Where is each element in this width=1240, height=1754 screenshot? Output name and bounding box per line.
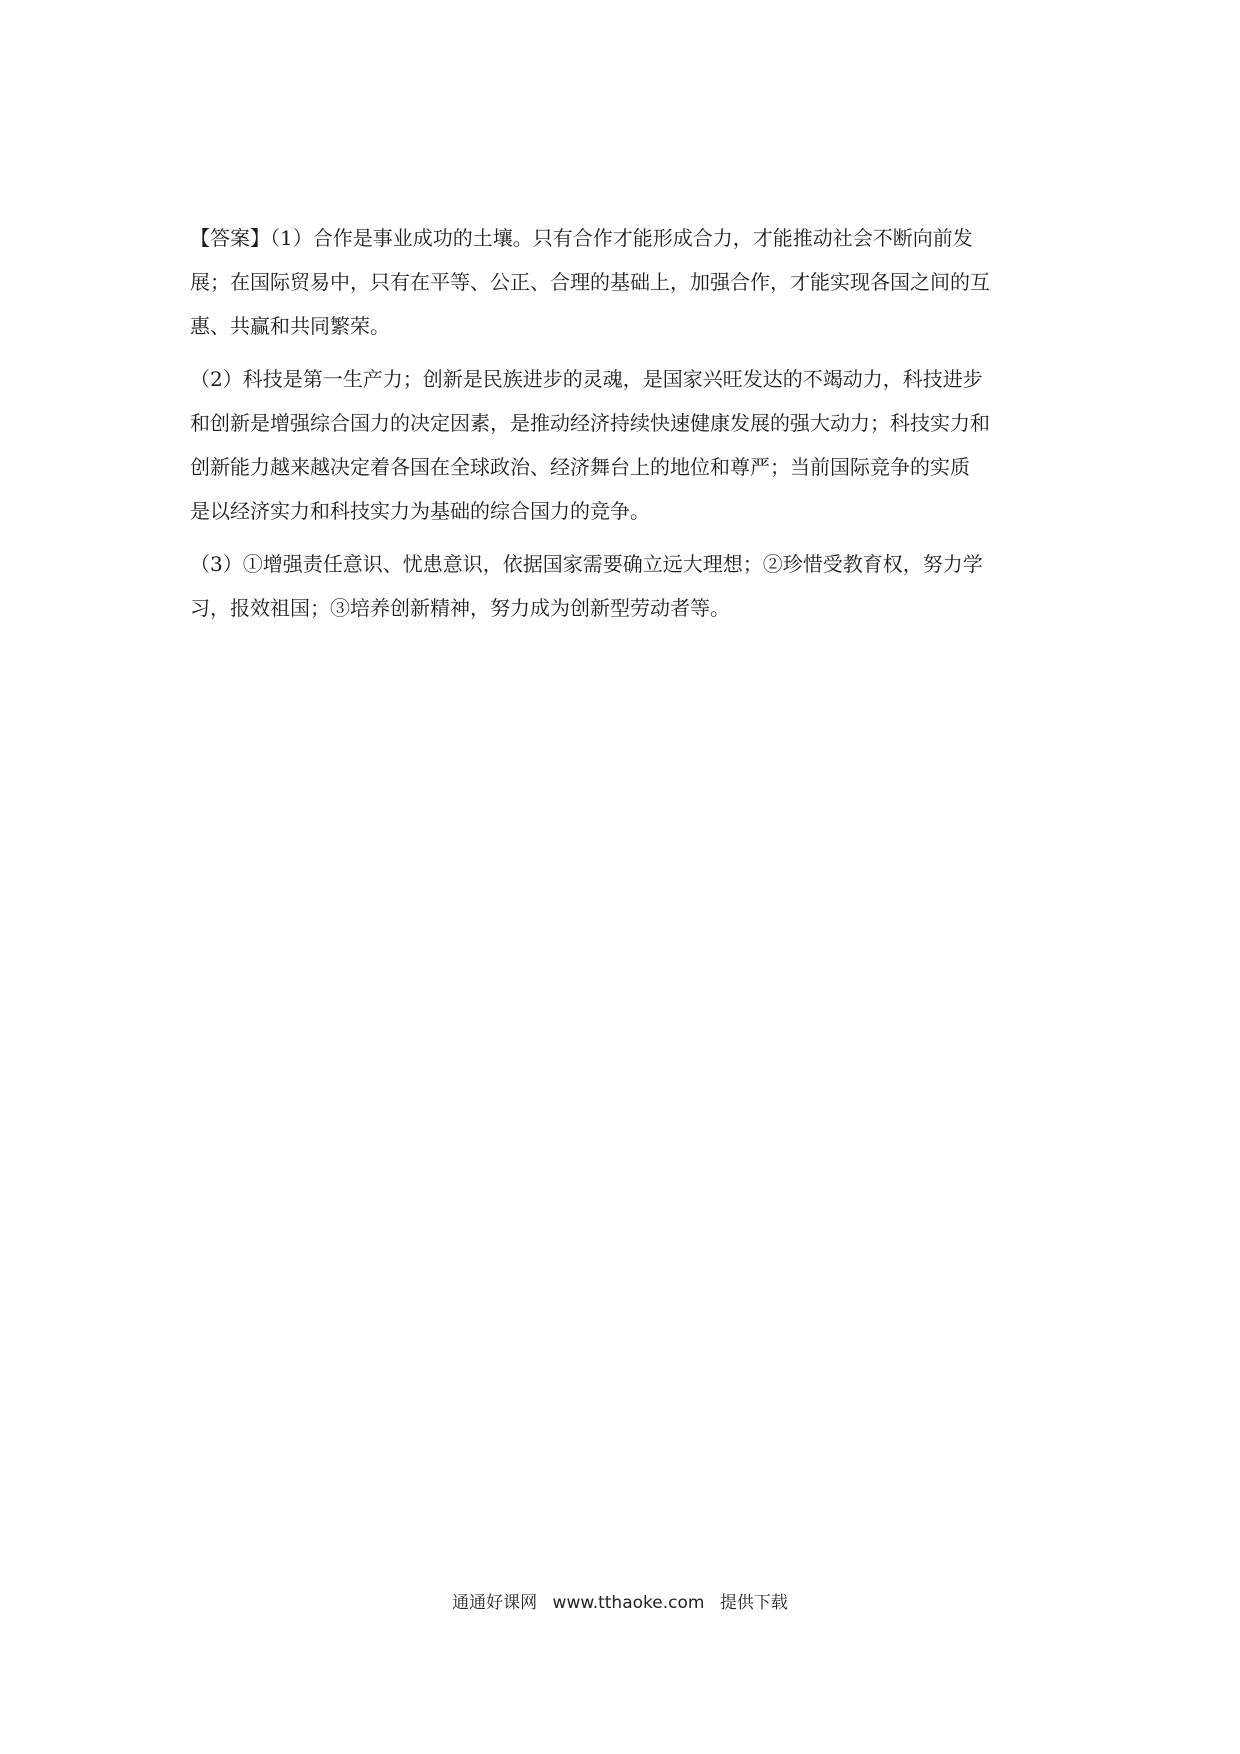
text-line: 创新能力越来越决定着各国在全球政治、经济舞台上的地位和尊严；当前国际竞争的实质 — [190, 455, 970, 479]
answer-paragraph-1 — [190, 216, 1070, 348]
footer-site-name: 通通好课网 — [452, 1593, 538, 1613]
text-line: （3）①增强责任意识、忧患意识，依据国家需要确立远大理想；②珍惜受教育权，努力学 — [190, 552, 983, 576]
answer-paragraph-3 — [190, 542, 1070, 630]
footer-url[interactable]: www.tthaoke.com — [552, 1593, 705, 1613]
text-line: 习，报效祖国；③培养创新精神，努力成为创新型劳动者等。 — [190, 596, 730, 620]
text-line: 惠、共赢和共同繁荣。 — [190, 314, 390, 338]
text-line: 是以经济实力和科技实力为基础的综合国力的竞争。 — [190, 499, 650, 523]
answer-paragraph-2 — [190, 357, 1070, 533]
text-line: 和创新是增强综合国力的决定因素，是推动经济持续快速健康发展的强大动力；科技实力和 — [190, 411, 990, 435]
text-line: （2）科技是第一生产力；创新是民族进步的灵魂，是国家兴旺发达的不竭动力，科技进步 — [190, 367, 983, 391]
text-line: 展；在国际贸易中，只有在平等、公正、合理的基础上，加强合作，才能实现各国之间的互 — [190, 270, 990, 294]
footer-tagline: 提供下载 — [719, 1593, 788, 1613]
page-footer — [0, 1588, 1240, 1613]
answer-block — [190, 216, 1070, 630]
text-line: 【答案】（1）合作是事业成功的土壤。只有合作才能形成合力，才能推动社会不断向前发 — [190, 226, 973, 250]
